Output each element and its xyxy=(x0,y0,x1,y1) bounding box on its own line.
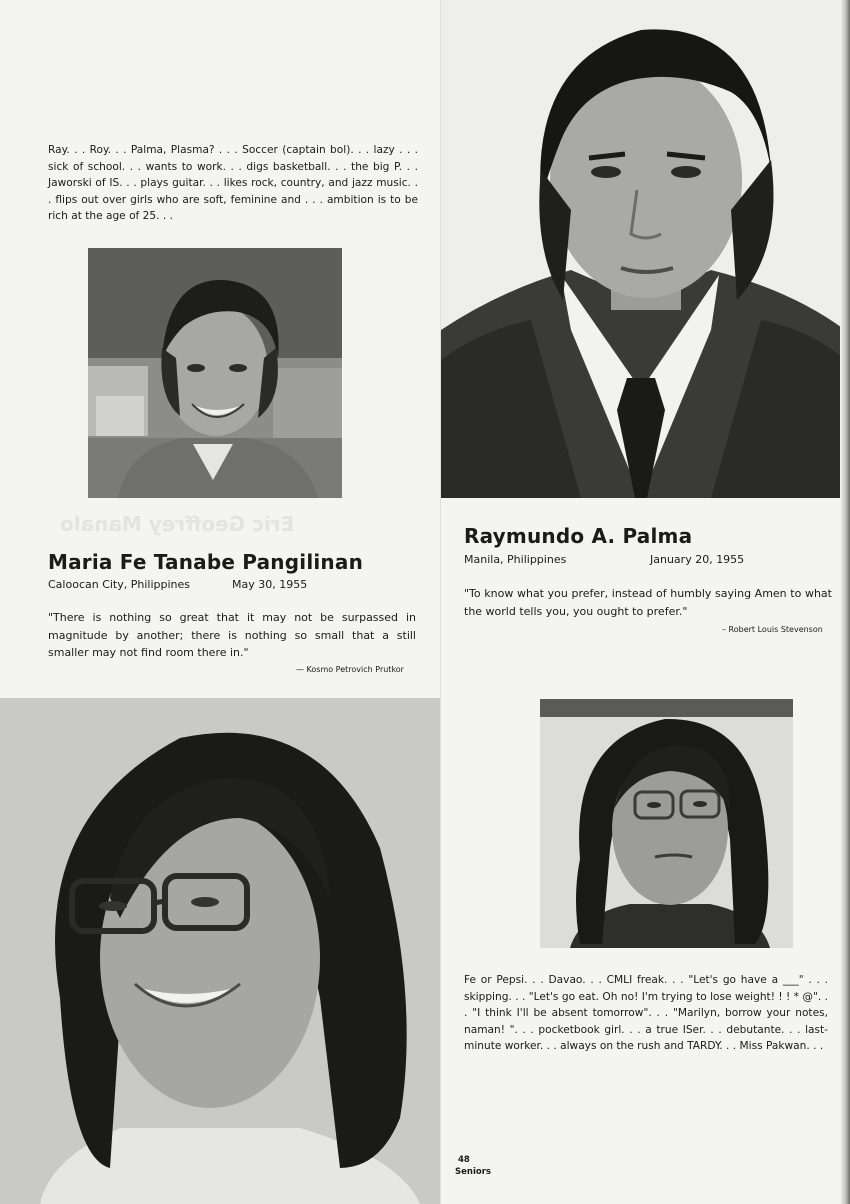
palma-name: Raymundo A. Palma xyxy=(464,524,693,548)
palma-quote-author: – Robert Louis Stevenson xyxy=(722,625,823,634)
pangilinan-bio: Fe or Pepsi. . . Davao. . . CMLI freak. . . "Let's go have a ___" . . . skipping. . . "Let's go eat. Oh no! I'm trying to lose weight! ! ! * @". . . "I think I'll be absent tomorrow". . . "Marilyn, borrow your notes, naman! ". . . pocketbook girl. . . a true ISer. . . debutante. . . last-minute worker. . . always on the rush and TARDY. . . Miss Pakwan. . . xyxy=(464,974,828,1053)
pangilinan-quote: "There is nothing so great that it may not be surpassed in magnitude by another; there is nothing so small that a still smaller may not find room there in." xyxy=(48,611,416,659)
pangilinan-birthdate: May 30, 1955 xyxy=(232,578,308,591)
pangilinan-quote-author: — Kosmo Petrovich Prutkor xyxy=(296,665,404,674)
palma-bio: Ray. . . Roy. . . Palma, Plasma? . . . Soccer (captain bol). . . lazy . . . sick of school. . . wants to work. . . digs basketball. . . the big P. . . Jaworski of IS. . . plays guitar. . . likes rock, country, and jazz music. . . flips out over girls who are soft, feminine and . . . ambition is to be rich at the age of 25. . . xyxy=(48,144,418,223)
palma-birthdate: January 20, 1955 xyxy=(650,553,745,566)
palma-birthplace: Manila, Philippines xyxy=(464,553,567,566)
pangilinan-candid-photo xyxy=(540,699,793,948)
section-label: Seniors xyxy=(455,1167,491,1177)
palma-portrait-photo xyxy=(441,0,845,498)
pangilinan-name: Maria Fe Tanabe Pangilinan xyxy=(48,550,364,574)
pangilinan-portrait-photo xyxy=(0,698,440,1204)
palma-quote: "To know what you prefer, instead of humbly saying Amen to what the world tells you, you ought to prefer." xyxy=(464,587,832,618)
pangilinan-birthplace: Caloocan City, Philippines xyxy=(48,578,191,591)
palma-candid-photo xyxy=(88,248,342,498)
page-number: 48 xyxy=(458,1155,470,1165)
bleed-through-text: Eric Geoffrey Manalo xyxy=(60,512,295,536)
page-edge-shadow xyxy=(840,0,850,1204)
